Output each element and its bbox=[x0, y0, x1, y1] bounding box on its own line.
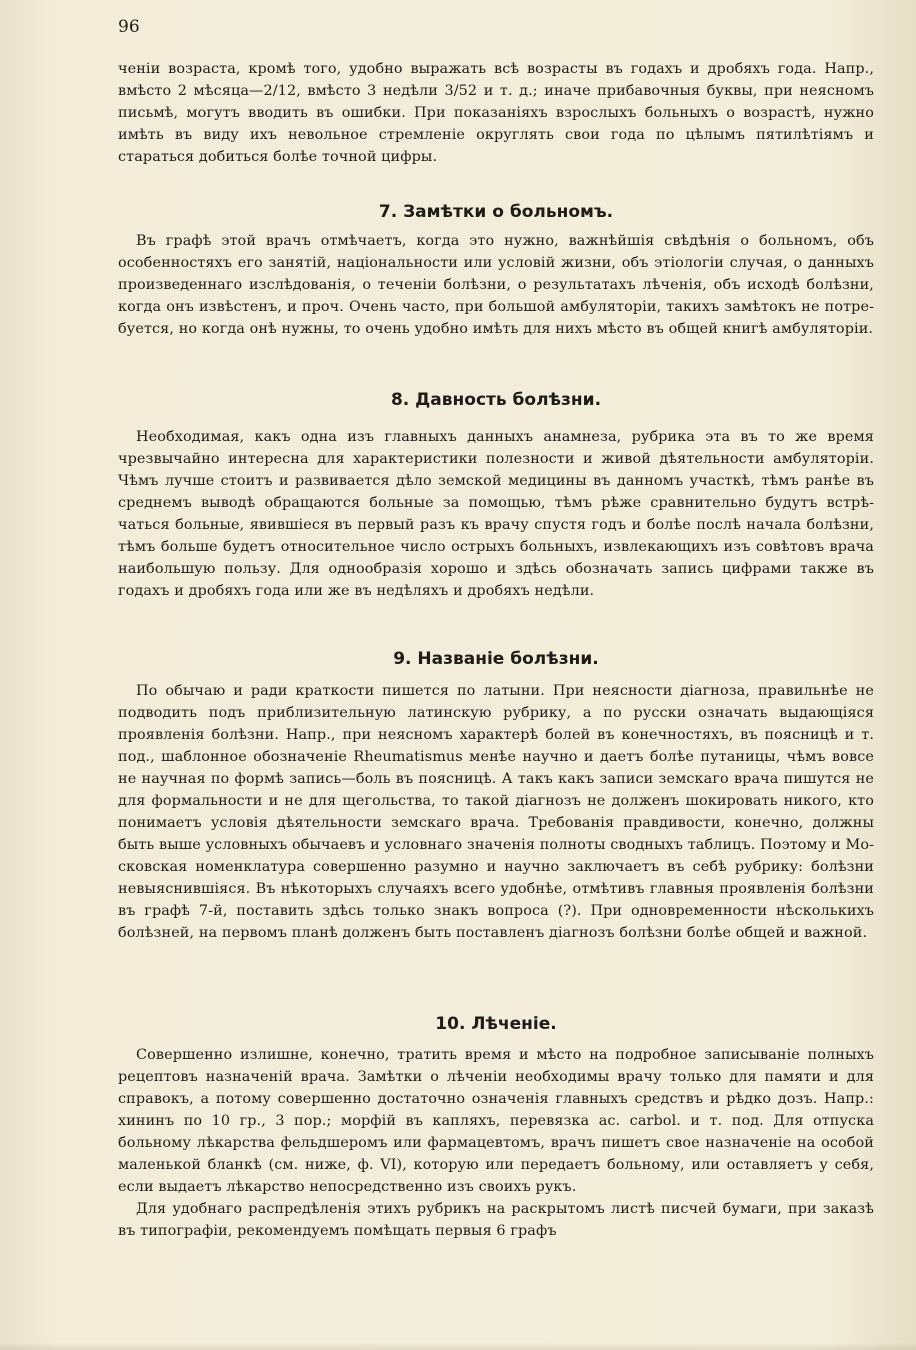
page-bottom-edge bbox=[0, 1342, 916, 1350]
intro-text: ченіи возраста, кромѣ того, удобно выражать всѣ возрасты въ годахъ и дробяхъ года. Напр., вмѣсто 2 мѣсяца—2/12, вмѣсто 3 недѣли 3/52 и т. д.; иначе прибавочныя буквы, при неясномъ письмѣ, могутъ вводить въ ошибки. При показаніяхъ взрослыхъ больныхъ о возрастѣ, нужно имѣть въ виду ихъ невольное стремленіе округлять свои года по цѣлымъ пятилѣтіямъ и стараться добиться болѣе точной цифры. bbox=[118, 61, 874, 165]
page-number: 96 bbox=[118, 17, 140, 37]
section-9-body bbox=[118, 680, 874, 944]
section-10-paragraph-2: Для удобнаго распредѣленія этихъ рубрикъ на раскрытомъ листѣ писчей бумаги, при заказѣ въ типографіи, рекомендуемъ помѣщать первыя 6 графъ bbox=[118, 1201, 874, 1239]
intro-paragraph bbox=[118, 58, 874, 168]
section-7-body bbox=[118, 230, 874, 340]
section-7-heading: 7. Замѣтки о больномъ. bbox=[378, 202, 614, 222]
section-9-paragraph: По обычаю и ради краткости пишется по латыни. При неясности діагноза, правильнѣе не подводить подъ приблизительную латинскую рубрику, а по русски означать выдающіяся проявленія болѣзни. Напр., при неясномъ характерѣ болей въ конечностяхъ, въ поясницѣ и т. под., шаблонное обозначеніе Rheumatismus менѣе научно и даетъ болѣе путаницы, чѣмъ вовсе не научная по формѣ запись—боль въ поясницѣ. А такъ какъ записи земскаго врача пишутся не для формальности и не для щегольства, то такой діагнозъ не долженъ шокировать никого, кто понимаетъ условія дѣятельности земскаго врача. Требованія правдивости, конечно, должны быть выше условныхъ обычаевъ и условнаго значенія полноты сводныхъ таблицъ. Поэтому и Московская номенклатура совершенно разумно и научно заключаетъ въ себѣ рубрику: болѣзни невыяснившіяся. Въ нѣкоторыхъ случаяхъ всего удобнѣе, отмѣтивъ главныя проявленія болѣзни въ графѣ 7-й, поставить здѣсь только знакъ вопроса (?). При одновременности нѣсколькихъ болѣзней, на первомъ планѣ долженъ быть поставленъ діагнозъ болѣзни болѣе общей и важной. bbox=[118, 683, 874, 941]
section-7-paragraph: Въ графѣ этой врачъ отмѣчаетъ, когда это нужно, важнѣйшія свѣдѣнія о больномъ, объ особенностяхъ его занятій, національности или условій жизни, объ этіологіи случая, о данныхъ произведеннаго изслѣдованія, о теченіи болѣзни, о результатахъ лѣченія, объ исходѣ болѣзни, когда онъ извѣстенъ, и проч. Очень часто, при большой амбуляторіи, такихъ замѣтокъ не потребуется, но когда онѣ нужны, то очень удобно имѣть для нихъ мѣсто въ общей книгѣ амбуляторіи. bbox=[118, 233, 874, 337]
section-8-heading: 8. Давность болѣзни. bbox=[390, 390, 602, 410]
section-10-paragraph-1: Совершенно излишне, конечно, тратить время и мѣсто на подробное записываніе полныхъ рецептовъ назначеній врача. Замѣтки о лѣченіи необходимы врачу только для памяти и для справокъ, а потому совершенно достаточно означенія главныхъ средствъ и рѣдко дозъ. Напр.: хининъ по 10 гр., 3 пор.; морфій въ капляхъ, перевязка ac. carbol. и т. под. Для отпуска больному лѣкарства фельдшеромъ или фармацевтомъ, врачъ пишетъ свое назначеніе на особой маленькой бланкѣ (см. ниже, ф. VI), которую или передаетъ больному, или оставляетъ у себя, если выдаетъ лѣкарство непосредственно изъ своихъ рукъ. bbox=[118, 1047, 874, 1195]
section-8-paragraph: Необходимая, какъ одна изъ главныхъ данныхъ анамнеза, рубрика эта въ то же время чрезвычайно интересна для характеристики полезности и живой дѣятельности амбуляторіи. Чѣмъ лучше стоитъ и развивается дѣло земской медицины въ данномъ участкѣ, тѣмъ ранѣе въ среднемъ выводѣ обращаются больные за помощью, тѣмъ рѣже сравнительно будутъ встрѣчаться больные, явившіеся въ первый разъ къ врачу спустя годъ и болѣе послѣ начала болѣзни, тѣмъ больше будетъ относительное число острыхъ больныхъ, извлекающихъ изъ совѣтовъ врача наибольшую пользу. Для однообразія хорошо и здѣсь обозначать запись цифрами также въ годахъ и дробяхъ года или же въ недѣляхъ и дробяхъ недѣли. bbox=[118, 429, 874, 599]
section-8-body bbox=[118, 426, 874, 602]
section-9-heading: 9. Названіе болѣзни. bbox=[393, 649, 599, 669]
section-10-heading: 10. Лѣченіе. bbox=[435, 1014, 557, 1034]
section-10-body bbox=[118, 1044, 874, 1242]
